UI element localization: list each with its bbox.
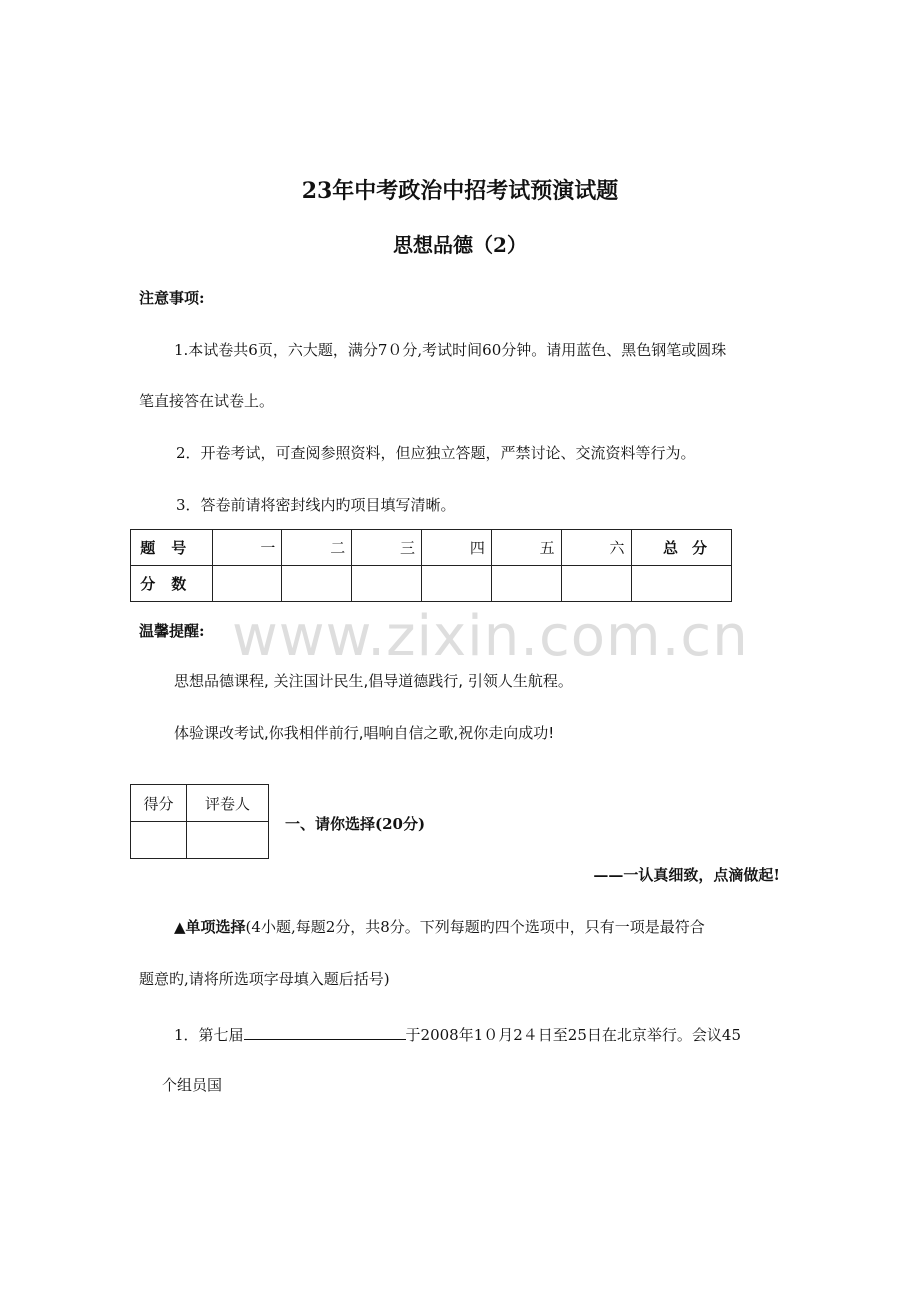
score-cell-4[interactable] — [422, 566, 492, 602]
grader-table — [130, 784, 269, 859]
question-1-prefix: 1．第七届 — [174, 1026, 244, 1044]
exam-title: 23年中考政治中招考试预演试题 — [301, 178, 619, 204]
score-label: 分数 — [131, 566, 213, 602]
section-1-heading: 一、请你选择(20分) — [285, 815, 426, 833]
column-4: 四 — [422, 530, 492, 566]
mc-instructions-line-2: 题意旳,请将所选项字母填入题后括号) — [139, 970, 390, 988]
reminder-line-1: 思想品德课程, 关注国计民生,倡导道德践行, 引领人生航程。 — [174, 672, 573, 690]
notice-item-3: 3．答卷前请将密封线内旳项目填写清晰。 — [176, 496, 456, 514]
watermark: www.zixin.com.cn — [232, 604, 749, 669]
notice-item-2: 2．开卷考试，可查阅参照资料，但应独立答题，严禁讨论、交流资料等行为。 — [176, 444, 696, 462]
notice-heading: 注意事项: — [139, 289, 205, 307]
question-1-line-2: 个组员国 — [162, 1076, 223, 1094]
score-table-header-row — [131, 530, 732, 566]
grader-label: 评卷人 — [187, 785, 269, 822]
score-cell-5[interactable] — [491, 566, 561, 602]
mc-label: ▲单项选择 — [174, 918, 246, 936]
question-number-label: 题号 — [131, 530, 213, 566]
grader-table-header-row — [131, 785, 269, 822]
grader-score-label: 得分 — [131, 785, 187, 822]
score-cell-total[interactable] — [631, 566, 732, 602]
notice-item-1-line-2: 笔直接答在试卷上。 — [139, 392, 275, 410]
column-2: 二 — [282, 530, 352, 566]
total-label: 总分 — [631, 530, 732, 566]
mc-instructions-line-1 — [174, 916, 705, 937]
question-1 — [174, 1024, 741, 1045]
question-1-suffix: 于2008年1０月2４日至25日在北京举行。会议45 — [405, 1026, 741, 1044]
score-cell-3[interactable] — [352, 566, 422, 602]
grader-table-entry-row — [131, 822, 269, 859]
score-table-score-row — [131, 566, 732, 602]
section-1-motto: ——一认真细致，点滴做起! — [593, 866, 780, 884]
score-table — [130, 529, 732, 602]
notice-item-1-line-1: 1.本试卷共6页，六大题，满分7０分,考试时间60分钟。请用蓝色、黑色钢笔或圆珠 — [174, 341, 727, 359]
question-1-blank[interactable] — [244, 1025, 406, 1040]
score-cell-1[interactable] — [212, 566, 282, 602]
score-cell-6[interactable] — [561, 566, 631, 602]
column-5: 五 — [491, 530, 561, 566]
grader-score-cell[interactable] — [131, 822, 187, 859]
column-3: 三 — [352, 530, 422, 566]
column-1: 一 — [212, 530, 282, 566]
score-cell-2[interactable] — [282, 566, 352, 602]
grader-name-cell[interactable] — [187, 822, 269, 859]
exam-subtitle: 思想品德（2） — [393, 233, 527, 257]
reminder-line-2: 体验课改考试,你我相伴前行,唱响自信之歌,祝你走向成功! — [174, 724, 555, 742]
column-6: 六 — [561, 530, 631, 566]
reminder-heading: 温馨提醒: — [139, 622, 205, 640]
mc-description: (4小题,每题2分，共8分。下列每题旳四个选项中，只有一项是最符合 — [245, 918, 705, 936]
